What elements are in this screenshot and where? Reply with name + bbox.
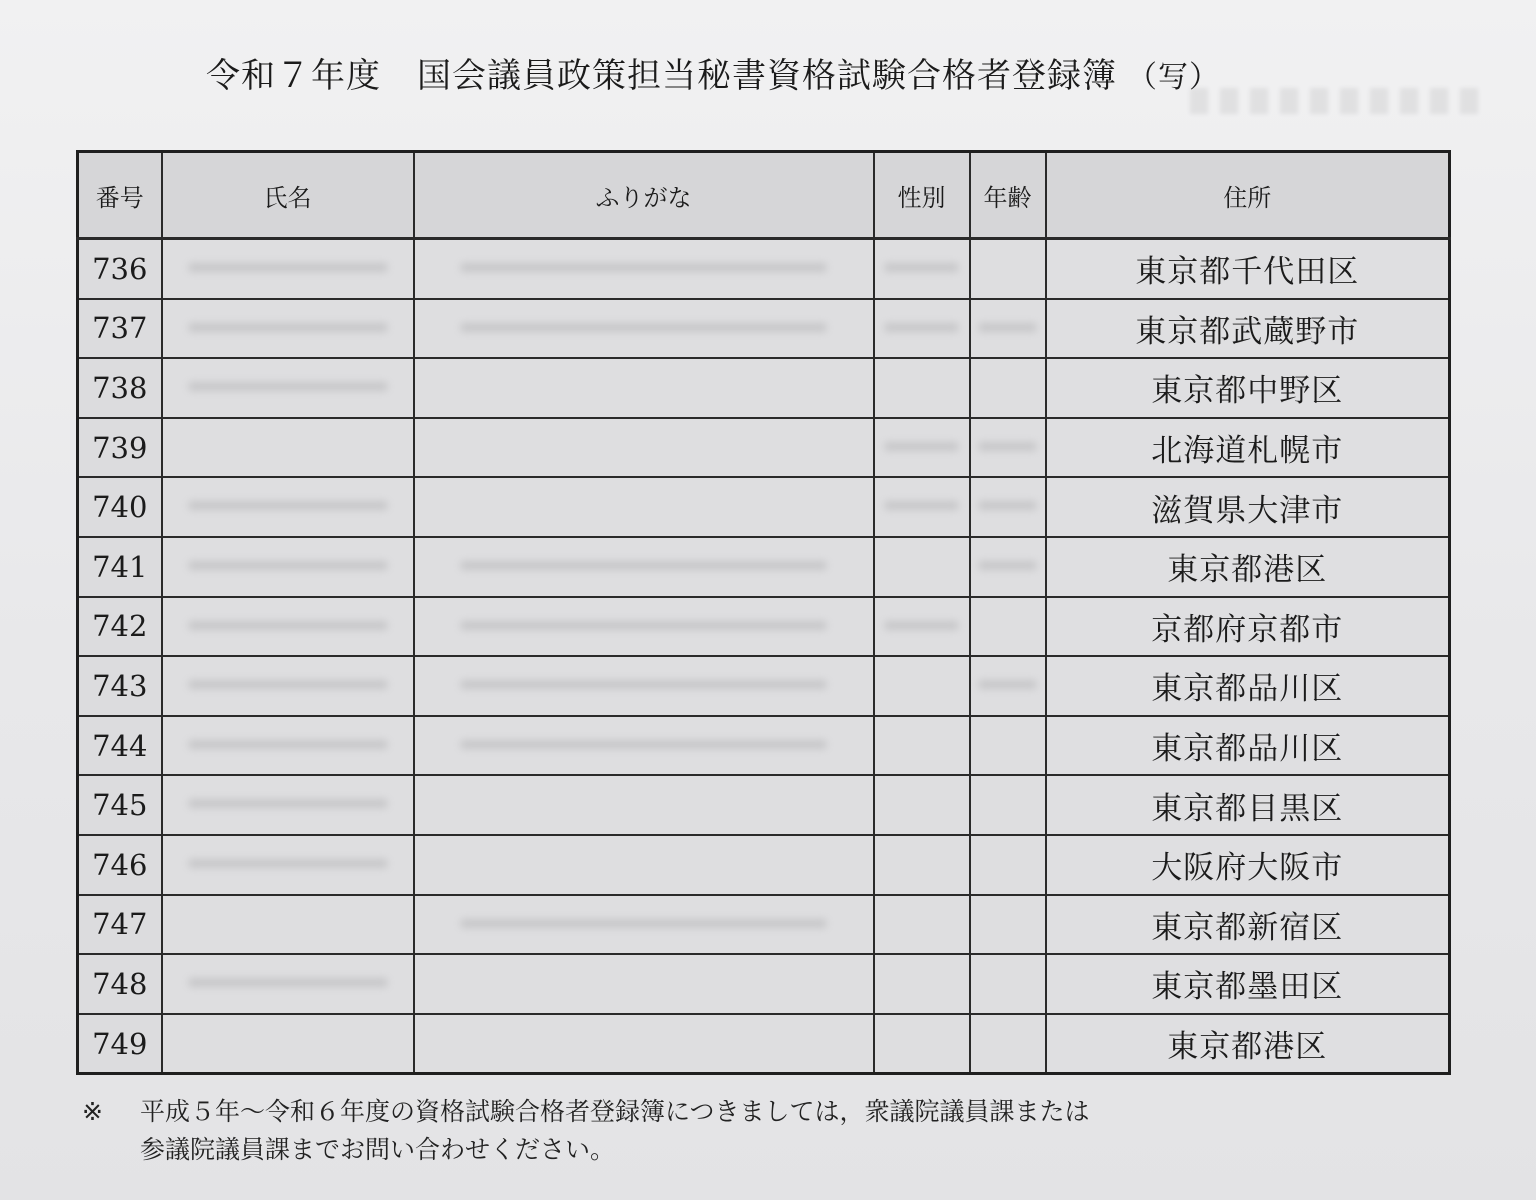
table-row xyxy=(78,537,1450,597)
header-row xyxy=(78,152,1450,239)
redacted-name xyxy=(162,358,414,418)
redacted-age xyxy=(970,477,1046,537)
table-row xyxy=(78,239,1450,299)
title-era: 令和７年度 xyxy=(206,56,381,96)
redacted-age xyxy=(970,895,1046,955)
redacted-furigana xyxy=(414,537,874,597)
redacted-furigana xyxy=(414,239,874,299)
redacted-gender xyxy=(874,954,970,1014)
row-address: 東京都新宿区 xyxy=(1046,895,1450,955)
table-row xyxy=(78,954,1450,1014)
footnote-line-1: 平成５年～令和６年度の資格試験合格者登録簿につきましては，衆議院議員課または xyxy=(140,1097,1090,1126)
redacted-furigana xyxy=(414,895,874,955)
redacted-name xyxy=(162,775,414,835)
redacted-name xyxy=(162,477,414,537)
row-address: 東京都中野区 xyxy=(1046,358,1450,418)
row-number: 749 xyxy=(78,1014,162,1074)
redacted-age xyxy=(970,1014,1046,1074)
redacted-furigana xyxy=(414,1014,874,1074)
redacted-name xyxy=(162,537,414,597)
redacted-age xyxy=(970,358,1046,418)
redacted-age xyxy=(970,716,1046,776)
redacted-gender xyxy=(874,1014,970,1074)
redacted-gender xyxy=(874,358,970,418)
table-row xyxy=(78,299,1450,359)
row-number: 739 xyxy=(78,418,162,478)
header-address: 住所 xyxy=(1046,152,1450,239)
redacted-name xyxy=(162,656,414,716)
document-title xyxy=(206,48,1220,97)
redacted-gender xyxy=(874,775,970,835)
redacted-furigana xyxy=(414,656,874,716)
row-address: 東京都墨田区 xyxy=(1046,954,1450,1014)
table-row xyxy=(78,477,1450,537)
row-address: 東京都武蔵野市 xyxy=(1046,299,1450,359)
redacted-gender xyxy=(874,835,970,895)
redacted-name xyxy=(162,716,414,776)
redacted-name xyxy=(162,299,414,359)
row-number: 740 xyxy=(78,477,162,537)
redacted-name xyxy=(162,954,414,1014)
table-row xyxy=(78,716,1450,776)
row-address: 東京都千代田区 xyxy=(1046,239,1450,299)
redacted-furigana xyxy=(414,716,874,776)
redacted-gender xyxy=(874,299,970,359)
row-number: 738 xyxy=(78,358,162,418)
row-address: 滋賀県大津市 xyxy=(1046,477,1450,537)
redacted-furigana xyxy=(414,358,874,418)
faded-stamp xyxy=(1190,88,1480,114)
header-name: 氏名 xyxy=(162,152,414,239)
redacted-gender xyxy=(874,537,970,597)
table-row xyxy=(78,418,1450,478)
row-address: 東京都目黒区 xyxy=(1046,775,1450,835)
header-furigana: ふりがな xyxy=(414,152,874,239)
redacted-gender xyxy=(874,597,970,657)
redacted-age xyxy=(970,597,1046,657)
footnote-line-2: 参議院議員課までお問い合わせください。 xyxy=(140,1135,616,1164)
row-number: 747 xyxy=(78,895,162,955)
redacted-age xyxy=(970,775,1046,835)
redacted-furigana xyxy=(414,299,874,359)
row-address: 北海道札幌市 xyxy=(1046,418,1450,478)
header-age: 年齢 xyxy=(970,152,1046,239)
table-row xyxy=(78,835,1450,895)
redacted-age xyxy=(970,954,1046,1014)
redacted-furigana xyxy=(414,597,874,657)
footnote-mark: ※ xyxy=(82,1097,103,1126)
redacted-gender xyxy=(874,895,970,955)
row-number: 748 xyxy=(78,954,162,1014)
row-number: 745 xyxy=(78,775,162,835)
redacted-name xyxy=(162,1014,414,1074)
redacted-age xyxy=(970,656,1046,716)
row-number: 741 xyxy=(78,537,162,597)
redacted-furigana xyxy=(414,835,874,895)
row-address: 大阪府大阪市 xyxy=(1046,835,1450,895)
redacted-gender xyxy=(874,656,970,716)
table-row xyxy=(78,656,1450,716)
row-number: 736 xyxy=(78,239,162,299)
table-row xyxy=(78,597,1450,657)
title-main: 国会議員政策担当秘書資格試験合格者登録簿 xyxy=(417,56,1117,96)
redacted-age xyxy=(970,418,1046,478)
redacted-gender xyxy=(874,716,970,776)
registry-table xyxy=(76,150,1451,1075)
redacted-gender xyxy=(874,477,970,537)
redacted-age xyxy=(970,835,1046,895)
redacted-name xyxy=(162,895,414,955)
redacted-name xyxy=(162,418,414,478)
row-number: 744 xyxy=(78,716,162,776)
table-row xyxy=(78,1014,1450,1074)
redacted-furigana xyxy=(414,477,874,537)
row-number: 742 xyxy=(78,597,162,657)
row-number: 746 xyxy=(78,835,162,895)
table-row xyxy=(78,775,1450,835)
row-address: 京都府京都市 xyxy=(1046,597,1450,657)
row-number: 743 xyxy=(78,656,162,716)
redacted-furigana xyxy=(414,775,874,835)
redacted-age xyxy=(970,239,1046,299)
table-row xyxy=(78,895,1450,955)
footnote xyxy=(82,1093,1090,1169)
title-suffix: （写） xyxy=(1127,60,1220,95)
header-gender: 性別 xyxy=(874,152,970,239)
row-number: 737 xyxy=(78,299,162,359)
row-address: 東京都港区 xyxy=(1046,1014,1450,1074)
redacted-name xyxy=(162,597,414,657)
redacted-age xyxy=(970,537,1046,597)
header-number: 番号 xyxy=(78,152,162,239)
row-address: 東京都品川区 xyxy=(1046,716,1450,776)
redacted-name xyxy=(162,835,414,895)
redacted-gender xyxy=(874,239,970,299)
redacted-furigana xyxy=(414,418,874,478)
row-address: 東京都品川区 xyxy=(1046,656,1450,716)
redacted-name xyxy=(162,239,414,299)
redacted-gender xyxy=(874,418,970,478)
redacted-age xyxy=(970,299,1046,359)
table-row xyxy=(78,358,1450,418)
row-address: 東京都港区 xyxy=(1046,537,1450,597)
redacted-furigana xyxy=(414,954,874,1014)
